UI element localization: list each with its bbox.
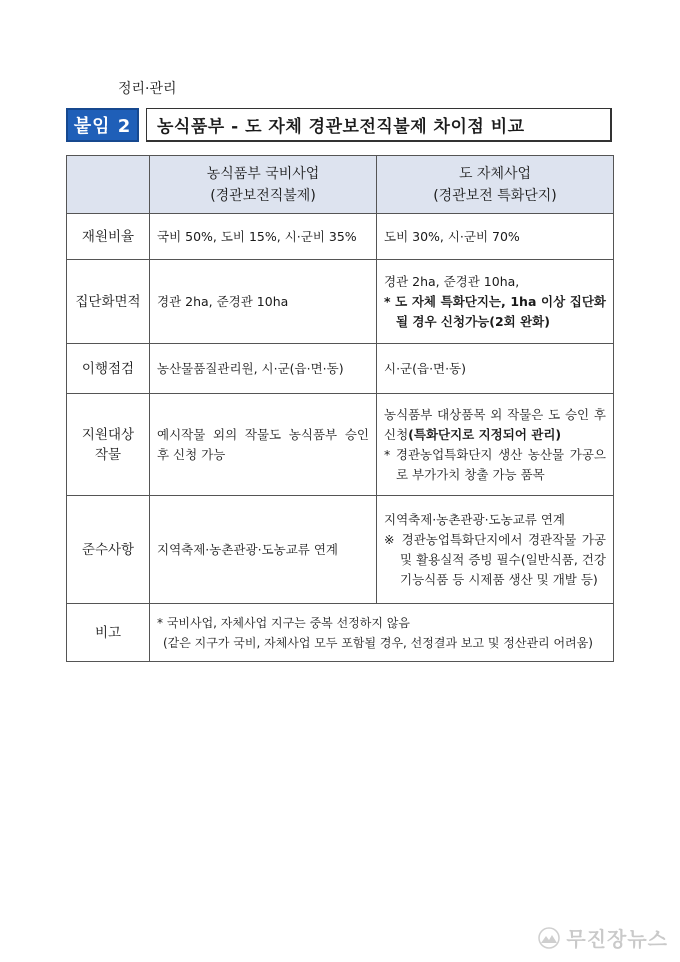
table-row-remarks: [67, 604, 614, 662]
area-national: 경관 2ha, 준경관 10ha: [150, 260, 377, 344]
remarks-line2: (같은 지구가 국비, 자체사업 모두 포함될 경우, 선정결과 보고 및 정산관리 어려움): [163, 635, 593, 650]
row-label-remarks: 비고: [67, 604, 150, 662]
remarks-content: [150, 604, 614, 662]
crops-provincial: [377, 394, 614, 496]
title-bar: [66, 108, 612, 142]
header-national: [150, 156, 377, 214]
row-label-inspection: 이행점검: [67, 344, 150, 394]
table-header-row: [67, 156, 614, 214]
table-row-compliance: [67, 496, 614, 604]
table-row-crops: [67, 394, 614, 496]
crops-provincial-note: * 경관농업특화단지 생산 농산물 가공으로 부가가치 창출 가능 품목: [384, 446, 606, 482]
row-label-crops: [67, 394, 150, 496]
compliance-national: 지역축제·농촌관광·도농교류 연계: [150, 496, 377, 604]
crops-provincial-line1: 농식품부 대상품목 외 작물은 도 승인 후: [384, 406, 606, 422]
watermark-text: 무진장뉴스: [566, 927, 668, 951]
row-label-compliance: 준수사항: [67, 496, 150, 604]
crops-provincial-line2-pre: 신청: [384, 426, 409, 442]
crops-provincial-line2-bold: (특화단지로 지정되어 관리): [408, 426, 562, 442]
attachment-badge: 붙임 2: [66, 108, 139, 142]
header-provincial-name: 도 자체사업: [458, 165, 532, 182]
row-label-area: 집단화면적: [67, 260, 150, 344]
inspection-provincial: 시·군(읍·면·동): [377, 344, 614, 394]
remarks-line1: * 국비사업, 자체사업 지구는 중복 선정하지 않음: [157, 615, 410, 630]
header-note: 정리·관리: [118, 81, 177, 97]
watermark: [538, 923, 668, 952]
table-row-funding: [67, 214, 614, 260]
crops-provincial-line2: [384, 425, 606, 445]
header-corner-cell: [67, 156, 150, 214]
row-label-funding: 재원비율: [67, 214, 150, 260]
header-national-sub: (경관보전직불제): [210, 187, 316, 204]
area-provincial-line1: 경관 2ha, 준경관 10ha,: [384, 273, 520, 289]
funding-provincial: 도비 30%, 시·군비 70%: [377, 214, 614, 260]
row-label-crops-line2: 작물: [94, 446, 122, 463]
mountain-logo-icon: [538, 927, 560, 949]
comparison-table: [66, 155, 614, 662]
area-provincial-note: * 도 자체 특화단지는, 1ha 이상 집단화될 경우 신청가능(2회 완화): [384, 293, 606, 329]
compliance-provincial-note: ※ 경관농업특화단지에서 경관작물 가공 및 활용실적 증빙 필수(일반식품, 건강기능식품 등 시제품 생산 및 개발 등): [384, 531, 606, 587]
header-national-name: 농식품부 국비사업: [206, 165, 320, 182]
funding-national: 국비 50%, 도비 15%, 시·군비 35%: [150, 214, 377, 260]
inspection-national: 농산물품질관리원, 시·군(읍·면·동): [150, 344, 377, 394]
header-provincial: [377, 156, 614, 214]
area-provincial: [377, 260, 614, 344]
header-provincial-sub: (경관보전 특화단지): [433, 187, 557, 204]
row-label-crops-line1: 지원대상: [81, 426, 135, 443]
table-row-inspection: [67, 344, 614, 394]
document-title: 농식품부 - 도 자체 경관보전직불제 차이점 비교: [146, 108, 612, 142]
compliance-provincial: [377, 496, 614, 604]
table-row-area: [67, 260, 614, 344]
compliance-provincial-line1: 지역축제·농촌관광·도농교류 연계: [384, 511, 565, 527]
crops-national: 예시작물 외의 작물도 농식품부 승인 후 신청 가능: [150, 394, 377, 496]
